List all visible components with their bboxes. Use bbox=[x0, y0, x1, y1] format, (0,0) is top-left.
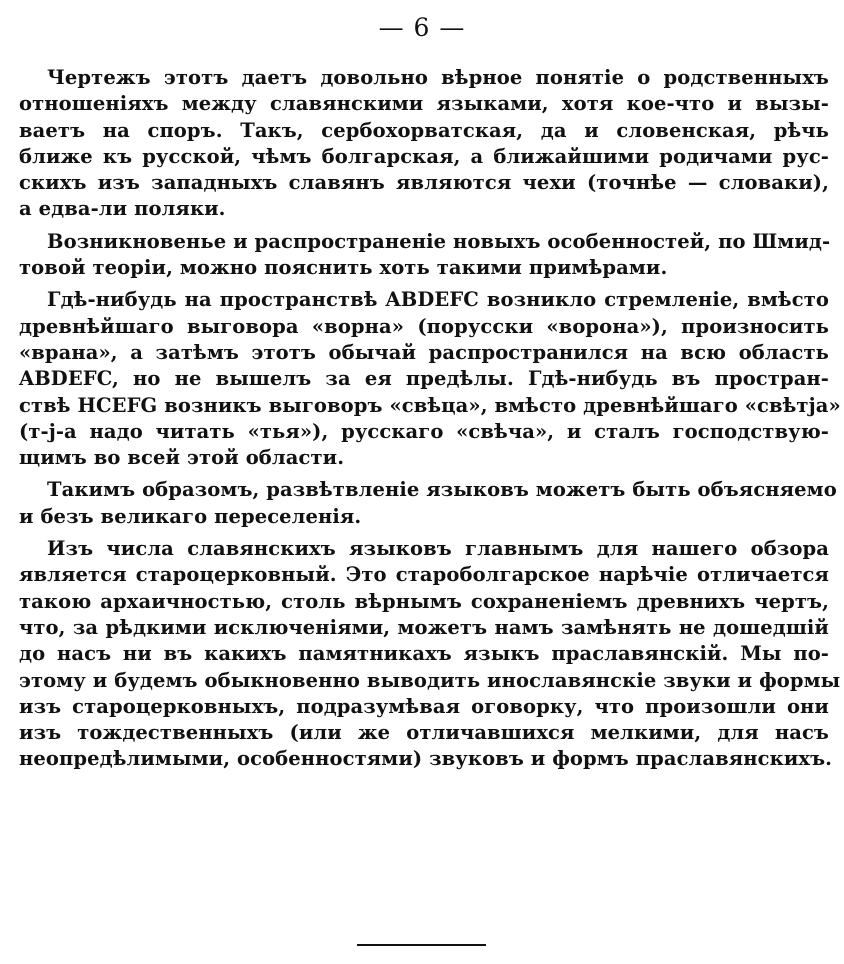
text-line: а едва-ли поляки. bbox=[19, 197, 226, 221]
text-line: отношеніяхъ между славянскими языками, хотя кое-что и вызы- bbox=[19, 92, 829, 116]
text-line: скихъ изъ западныхъ славянъ являются чехи (точнѣе — словаки), bbox=[19, 171, 829, 195]
footer-rule bbox=[357, 944, 486, 946]
text-line: изъ староцерковныхъ, подразумѣвая оговорку, что произошли они bbox=[19, 694, 829, 718]
text-line: Возникновенье и распространеніе новыхъ особенностей, по Шмид- bbox=[47, 229, 831, 253]
text-line: до насъ ни въ какихъ памятникахъ языкъ праславянскій. Мы по- bbox=[19, 642, 829, 666]
text-line: Изъ числа славянскихъ языковъ главнымъ для нашего обзора bbox=[47, 537, 829, 561]
paragraph bbox=[19, 477, 837, 530]
text-line: Гдѣ-нибудь на пространствѣ ABDEFC возникло стремленіе, вмѣсто bbox=[47, 288, 829, 312]
text-line: неопредѣлимыми, особенностями) звуковъ и формъ праславянскихъ. bbox=[19, 747, 833, 771]
text-line: этому и будемъ обыкновенно выводить инославянскіе звуки и формы bbox=[19, 668, 841, 692]
text-line: щимъ во всей этой области. bbox=[19, 446, 345, 470]
text-line: Такимъ образомъ, развѣтвленіе языковъ можетъ быть объясняемо bbox=[47, 478, 837, 502]
text-line: древнѣйшаго выговора «ворна» (порусски «ворона»), произносить bbox=[19, 314, 829, 338]
text-line: что, за рѣдкими исключеніями, можетъ намъ замѣнять не дошедшій bbox=[19, 615, 829, 639]
text-line: ваетъ на споръ. Такъ, сербохорватская, да и словенская, рѣчь bbox=[19, 118, 829, 142]
text-line: товой теоріи, можно пояснить хоть такими примѣрами. bbox=[19, 256, 668, 280]
paragraph bbox=[19, 65, 829, 223]
text-line: такою архаичностью, столь вѣрнымъ сохраненіемъ древнихъ чертъ, bbox=[19, 589, 829, 613]
page-number: — 6 — bbox=[378, 13, 466, 42]
body-text bbox=[19, 65, 841, 779]
text-line: Чертежъ этотъ даетъ довольно вѣрное понятіе о родственныхъ bbox=[47, 66, 829, 89]
text-line: (т-j-а надо читать «тья»), русскаго «свѣча», и сталъ господствую- bbox=[19, 419, 829, 443]
text-line: изъ тождественныхъ (или же отличавшихся мелкими, для насъ bbox=[19, 721, 829, 745]
paragraph bbox=[19, 229, 829, 282]
text-line: ABDEFC, но не вышелъ за ея предѣлы. Гдѣ-нибудь въ простран- bbox=[19, 367, 829, 391]
paragraph bbox=[19, 536, 841, 773]
text-line: является староцерковный. Это староболгарское нарѣчіе отличается bbox=[19, 563, 829, 587]
text-line: «врана», а затѣмъ этотъ обычай распространился на всю область bbox=[19, 340, 829, 364]
text-line: ствѣ HCEFG возникъ выговоръ «свѣца», вмѣсто древнѣйшаго «свѣтjа» bbox=[19, 393, 841, 417]
text-line: ближе къ русской, чѣмъ болгарская, а ближайшими родичами рус- bbox=[19, 144, 829, 168]
text-line: и безъ великаго переселенія. bbox=[19, 504, 362, 528]
paragraph bbox=[19, 287, 841, 471]
